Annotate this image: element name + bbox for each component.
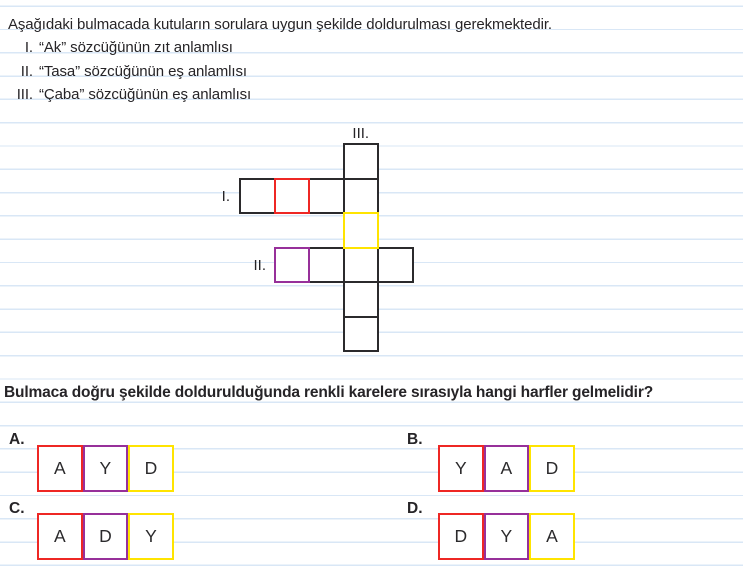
answer-box-red (438, 445, 484, 492)
puzzle-cell-purple (274, 247, 311, 284)
clue-3 (8, 83, 738, 106)
option-b-boxes (438, 445, 575, 492)
puzzle-cell (343, 178, 380, 215)
answer-box-red (37, 513, 83, 560)
option-d-boxes (438, 513, 575, 560)
clue-3-numeral: III. (16, 85, 33, 103)
option-a-label: A. (9, 431, 25, 448)
answer-letter: A (546, 526, 558, 546)
option-b-label: B. (407, 431, 423, 448)
answer-box-red (37, 445, 83, 492)
puzzle-label-iii: III. (352, 125, 370, 142)
puzzle-cell (377, 247, 414, 284)
option-d[interactable] (407, 500, 737, 562)
answer-box-yellow (128, 513, 174, 560)
puzzle-cell-red (274, 178, 311, 215)
answer-letter: D (144, 457, 158, 478)
option-a-boxes (37, 445, 174, 492)
answer-box-purple (484, 445, 530, 492)
puzzle-cell (239, 178, 276, 215)
clue-1-numeral: I. (24, 39, 33, 57)
answer-letter: Y (99, 457, 112, 478)
intro-block (8, 13, 738, 106)
clue-1-text: “Ak” sözcüğünün zıt anlamlısı (39, 39, 233, 57)
option-b[interactable] (407, 431, 737, 493)
puzzle-cell (308, 247, 345, 284)
clue-1 (8, 36, 738, 59)
puzzle-cell (343, 316, 380, 353)
answer-letter: Y (500, 526, 513, 546)
answer-box-purple (484, 513, 530, 560)
option-a[interactable] (9, 431, 339, 493)
answer-box-red (438, 513, 484, 560)
answer-letter: A (53, 457, 66, 478)
option-c-boxes (37, 513, 174, 560)
clue-3-text: “Çaba” sözcüğünün eş anlamlısı (39, 85, 252, 103)
puzzle-cell (343, 247, 380, 284)
answer-box-yellow (128, 445, 174, 492)
clue-2-numeral: II. (20, 62, 33, 80)
clue-2 (8, 60, 738, 83)
answer-box-purple (83, 513, 129, 560)
puzzle-cell (343, 143, 380, 180)
answer-letter: Y (145, 526, 157, 546)
answer-letter: D (545, 457, 559, 478)
puzzle-cell (308, 178, 345, 215)
instruction-text: Aşağıdaki bulmacada kutuların sorulara uygun şekilde doldurulması gerekmektedir. (8, 16, 552, 33)
puzzle-cell-yellow (343, 212, 380, 249)
puzzle-label-i: I. (221, 188, 230, 205)
option-d-label: D. (407, 499, 423, 517)
puzzle-cell (343, 281, 380, 318)
option-c-label: C. (9, 499, 25, 517)
option-c[interactable] (9, 500, 339, 562)
puzzle-label-ii: II. (253, 256, 266, 274)
answer-box-yellow (529, 513, 575, 560)
answer-box-yellow (529, 445, 575, 492)
answer-box-purple (83, 445, 129, 492)
clue-2-text: “Tasa” sözcüğünün eş anlamlısı (39, 62, 247, 80)
answer-letter: D (99, 526, 112, 546)
question-text: Bulmaca doğru şekilde doldurulduğunda renkli karelere sırasıyla hangi harfler gelmelidir? (4, 384, 654, 401)
answer-letter: A (53, 526, 66, 546)
answer-letter: Y (454, 457, 467, 478)
answer-letter: D (454, 526, 468, 546)
answer-letter: A (500, 457, 513, 478)
